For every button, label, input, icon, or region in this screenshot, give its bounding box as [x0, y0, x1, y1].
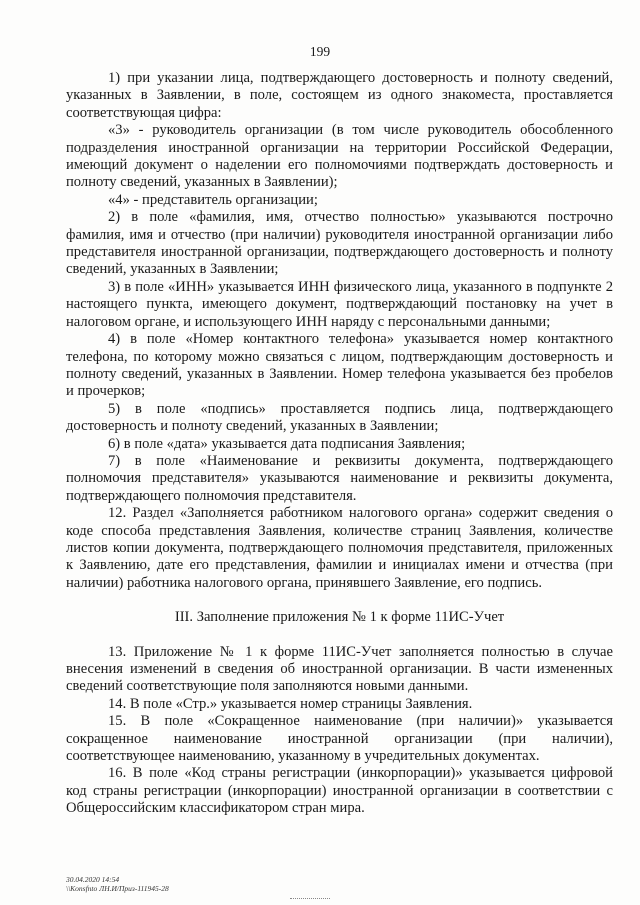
paragraph: 15. В поле «Сокращенное наименование (при наличии)» указывается сокращенное наименование иностранной организации (при наличии), соответствующее наименованию, указанному в учредительных документах.	[66, 713, 613, 765]
paragraph: 16. В поле «Код страны регистрации (инкорпорации)» указывается цифровой код страны регистрации (инкорпорации) иностранной организации в соответствии с Общероссийским классификатором стран мира.	[66, 765, 613, 817]
document-body	[66, 70, 613, 818]
paragraph: 13. Приложение № 1 к форме 11ИС-Учет заполняется полностью в случае внесения изменений в сведения об иностранной организации. В части измененных сведений соответствующие поля заполняются новыми данными.	[66, 643, 613, 695]
paragraph: 4) в поле «Номер контактного телефона» указывается номер контактного телефона, по которому можно связаться с лицом, подтверждающим достоверность и полноту сведений, указанных в Заявлении. Номер телефона указывается без пробелов и прочерков;	[66, 331, 613, 400]
document-footer	[66, 875, 169, 893]
paragraph: 5) в поле «подпись» проставляется подпись лица, подтверждающего достоверность и полноту сведений, указанных в Заявлении;	[66, 400, 613, 435]
paragraph: 12. Раздел «Заполняется работником налогового органа» содержит сведения о коде способа представления Заявления, количестве страниц Заявления, количестве листов копии документа, подтверждающего полномочия представителя, приложенных к Заявлению, дате его представления, фамилии и инициалах имени и отчества (при наличии) работника налогового органа, принявшего Заявление, его подпись.	[66, 505, 613, 591]
section-heading: III. Заполнение приложения № 1 к форме 11ИС-Учет	[174, 609, 505, 626]
footer-timestamp: 30.04.2020 14:54	[66, 875, 120, 884]
footer-file-path: \\Konsfnto ЛН.И/Приз-111945-28	[66, 884, 169, 893]
paragraph: 6) в поле «дата» указывается дата подписания Заявления;	[108, 435, 466, 452]
paragraph: «3» - руководитель организации (в том числе руководитель обособленного подразделения иностранной организации на территории Российской Федерации, имеющий документ о наделении его полномочиями подтверждать достоверность и полноту сведений, указанных в Заявлении);	[66, 122, 613, 191]
paragraph: 3) в поле «ИНН» указывается ИНН физического лица, указанного в подпункте 2 настоящего пункта, имеющего документ, подтверждающий постановку на учет в налоговом органе, и использующего ИНН наряду с персональными данными;	[66, 278, 613, 330]
paragraph: «4» - представитель организации;	[108, 191, 318, 208]
paragraph: 7) в поле «Наименование и реквизиты документа, подтверждающего полномочия представителя» указываются наименование и реквизиты документа, подтверждающего полномочия представителя.	[66, 452, 613, 504]
paragraph: 2) в поле «фамилия, имя, отчество полностью» указываются построчно фамилия, имя и отчество (при наличии) руководителя иностранной организации либо представителя иностранной организации, подтверждающего достоверность и полноту сведений, указанных в Заявлении;	[66, 209, 613, 278]
page-number: 199	[309, 44, 331, 59]
bottom-scan-mark	[290, 898, 330, 901]
paragraph: 1) при указании лица, подтверждающего достоверность и полноту сведений, указанных в Заявлении, в поле, состоящем из одного знакоместа, проставляется соответствующая цифра:	[66, 70, 613, 121]
paragraph: 14. В поле «Стр.» указывается номер страницы Заявления.	[108, 695, 473, 712]
